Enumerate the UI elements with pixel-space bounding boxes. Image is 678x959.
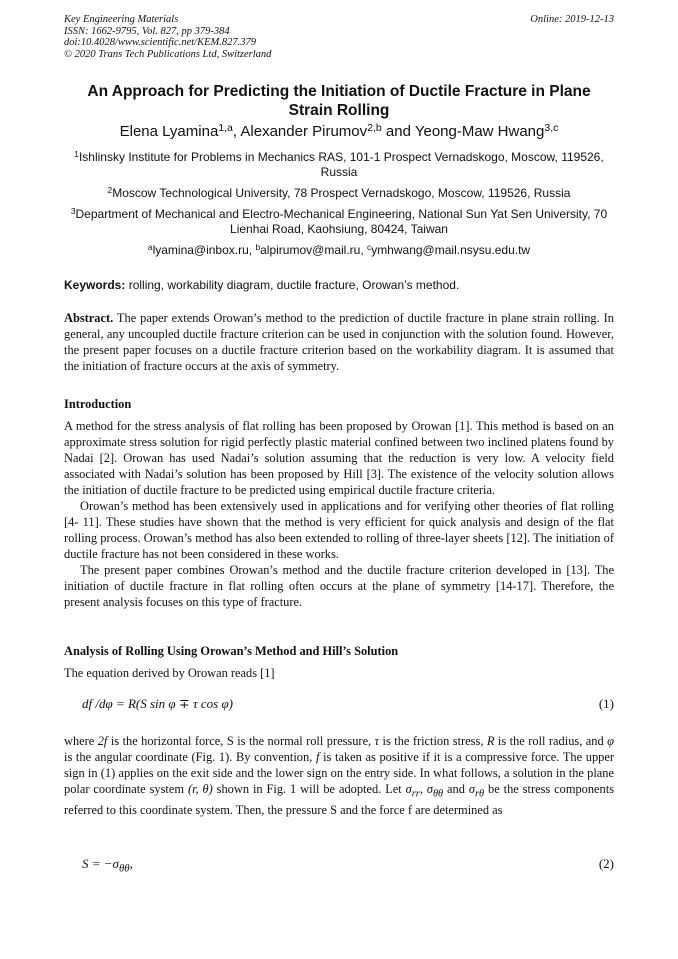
equation-2 <box>82 856 614 875</box>
math-symbol: σ <box>426 782 433 796</box>
online-date: Online: 2019-12-13 <box>530 14 614 25</box>
author-separator: and <box>381 123 415 140</box>
text-run: is the roll radius, and <box>494 734 608 748</box>
copyright-line: © 2020 Trans Tech Publications Ltd, Switzerland <box>64 48 272 60</box>
journal-header <box>64 14 614 60</box>
affiliation-text: Ishlinsky Institute for Problems in Mechanics RAS, 101-1 Prospect Vernadskogo, Moscow, 119526, Russia <box>78 150 604 179</box>
introduction-body <box>64 418 614 610</box>
math-symbol: τ <box>374 734 380 748</box>
author-list <box>64 123 614 141</box>
text-run: shown in Fig. 1 will be adopted. Let <box>212 782 406 796</box>
text-run: is taken as positive if it is a compressive force. The upper sign in (1) applies on the exit side and the lower sign on the entry side. In what follows, a solution in the plane polar coordinate system <box>64 750 614 796</box>
author-name: Elena Lyamina <box>119 123 219 140</box>
section-paragraph <box>64 733 614 818</box>
affiliation-2 <box>64 186 614 201</box>
affiliation-text: Moscow Technological University, 78 Prospect Vernadskogo, Moscow, 119526, Russia <box>112 186 571 200</box>
abstract-text: The paper extends Orowan’s method to the prediction of ductile fracture in plane strain rolling. In general, any uncoupled ductile fracture criterion can be used in conjunction with the solution found. However, the present paper focuses on a ductile fracture criterion based on the workability diagram. It is assumed that the initiation of fracture occurs at the axis of symmetry. <box>64 311 614 373</box>
equation-subscript: θθ <box>118 862 130 875</box>
text-run: is the friction stress, <box>379 734 487 748</box>
text-run: is the horizontal force, S is the normal roll pressure, <box>107 734 375 748</box>
email-address: ymhwang@mail.nsysu.edu.tw <box>371 243 531 257</box>
email-mark: c <box>367 241 372 252</box>
text-run: is the angular coordinate (Fig. 1). By convention, <box>64 750 316 764</box>
author-affiliation-mark: 3,c <box>544 121 559 134</box>
math-symbol: f <box>315 750 320 764</box>
text-run: and <box>443 782 469 796</box>
email-mark: a <box>147 241 153 252</box>
email-mark: b <box>255 241 261 252</box>
paragraph: Orowan’s method has been extensively used in applications and for verifying other theories of flat rolling [4- 11]. These studies have shown that the method is very efficient for quick analysis and design of the flat rolling process. Orowan’s method has also been extended to rolling of three-layer sheets [12]. The initiation of ductile fracture has not been considered in these works. <box>64 499 614 561</box>
abstract <box>64 310 614 374</box>
affiliation-1 <box>64 150 614 180</box>
keywords-text: rolling, workability diagram, ductile fracture, Orowan’s method. <box>125 278 460 292</box>
author-affiliation-mark: 1,a <box>218 121 233 134</box>
journal-name: Key Engineering Materials <box>64 14 179 25</box>
math-symbol: φ <box>607 734 614 748</box>
math-subscript: rθ <box>475 788 485 800</box>
equation-body: df /dφ = R(S sin φ ∓ τ cos φ) <box>82 696 233 711</box>
section-heading-analysis: Analysis of Rolling Using Orowan’s Method and Hill’s Solution <box>64 644 399 658</box>
paragraph: The present paper combines Orowan’s method and the ductile fracture criterion developed in [13]. The initiation of ductile fracture in flat rolling often occurs at the plane of symmetry [14-17]. Therefore, the present analysis focuses on this type of fracture. <box>64 563 614 609</box>
author-separator: , <box>232 123 241 140</box>
email-address: lyamina@inbox.ru, <box>152 243 256 257</box>
text-run: , <box>419 782 427 796</box>
paper-title: An Approach for Predicting the Initiation of Ductile Fracture in Plane Strain Rolling <box>87 83 591 119</box>
issn-line: ISSN: 1662-9795, Vol. 827, pp 379-384 <box>64 25 230 37</box>
math-symbol: (r, θ) <box>187 782 213 796</box>
email-line <box>64 243 614 258</box>
author-name: Yeong-Maw Hwang <box>414 123 545 140</box>
doi-line: doi:10.4028/www.scientific.net/KEM.827.379 <box>64 37 256 48</box>
keywords-label: Keywords: <box>64 278 126 292</box>
affiliation-3 <box>64 207 614 237</box>
text-run: where <box>64 734 98 748</box>
affiliation-mark: 1 <box>74 148 79 159</box>
keywords <box>64 278 614 292</box>
section-intro-text: The equation derived by Orowan reads [1] <box>64 666 275 680</box>
equation-number: (2) <box>598 856 614 871</box>
equation-1 <box>82 696 614 712</box>
math-subscript: θθ <box>432 788 444 800</box>
section-heading-introduction: Introduction <box>64 397 132 411</box>
equation-body: S = −σ <box>82 856 119 871</box>
author-name: Alexander Pirumov <box>240 123 368 140</box>
equation-number: (1) <box>598 696 614 711</box>
abstract-label: Abstract. <box>64 311 114 325</box>
math-symbol: σ <box>468 782 475 796</box>
author-affiliation-mark: 2,b <box>367 121 382 134</box>
affiliation-mark: 2 <box>107 184 113 195</box>
email-address: alpirumov@mail.ru, <box>260 243 367 257</box>
math-subscript: rr <box>411 788 420 800</box>
math-symbol: σ <box>405 782 412 796</box>
affiliation-text: Department of Mechanical and Electro-Mechanical Engineering, National Sun Yat Sen University, 70 Lienhai Road, Kaohsiung, 80424, Taiwan <box>75 207 608 236</box>
text-run: be the stress components referred to this coordinate system. Then, the pressure S and the force f are determined as <box>64 782 615 818</box>
math-symbol: R <box>486 734 495 748</box>
math-symbol: 2f <box>97 734 108 748</box>
paragraph: A method for the stress analysis of flat rolling has been proposed by Orowan [1]. This method is based on an approximate stress solution for rigid perfectly plastic material confined between two inclined platens found by Nadai [2]. Orowan has used Nadai’s solution assuming that the reduction is very low. A velocity field associated with Nadai’s solution has been proposed by Hill [3]. The existence of the velocity solution allows the initiation of ductile fracture to be predicted using empirical ductile fracture criteria. <box>64 419 614 497</box>
affiliation-mark: 3 <box>70 205 76 216</box>
equation-tail: , <box>129 856 133 871</box>
